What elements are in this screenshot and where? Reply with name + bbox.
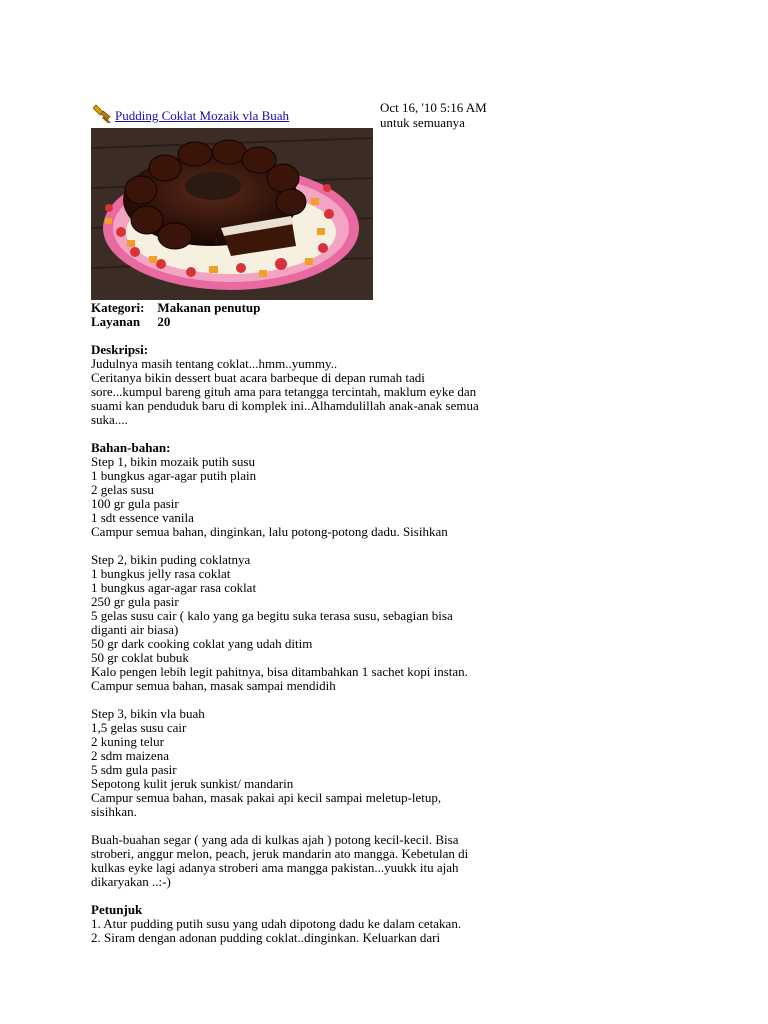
step1-line: 2 gelas susu (91, 482, 154, 497)
step2-line: 1 bungkus jelly rasa coklat (91, 566, 231, 581)
step3-line: 2 sdm maizena (91, 748, 169, 763)
step3-line: sisihkan. (91, 804, 137, 819)
step2-line: 5 gelas susu cair ( kalo yang ga begitu suka terasa susu, sebagian bisa (91, 608, 453, 623)
step2-line: Step 2, bikin puding coklatnya (91, 552, 251, 567)
petunjuk-section (91, 903, 551, 945)
layanan-value: 20 (157, 314, 171, 329)
deskripsi-line: suami kan penduduk baru di komplek ini..Alhamdulillah anak-anak semua (91, 398, 479, 413)
kategori-label: Kategori: (91, 300, 145, 315)
bahan-step1 (91, 441, 551, 539)
deskripsi-line: sore...kumpul bareng gituh ama para tetangga tercintah, maklum eyke dan (91, 384, 477, 399)
buah-line: kulkas eyke lagi adanya stroberi ama mangga pakistan...yuukk itu ajah (91, 860, 459, 875)
bahan-step3 (91, 707, 551, 819)
step3-line: 5 sdm gula pasir (91, 762, 177, 777)
brush-icon (91, 104, 113, 128)
deskripsi-section (91, 343, 551, 427)
petunjuk-heading: Petunjuk (91, 902, 143, 917)
buah-line: stroberi, anggur melon, peach, jeruk mandarin ato mangga. Kebetulan di (91, 846, 469, 861)
layanan-row (91, 315, 273, 329)
step2-line: 50 gr dark cooking coklat yang udah ditim (91, 636, 313, 651)
post-meta (380, 100, 487, 130)
step1-line: 1 bungkus agar-agar putih plain (91, 468, 257, 483)
buah-line: dikaryakan ..:-) (91, 874, 171, 889)
pudding-photo (91, 128, 373, 300)
petunjuk-line: 1. Atur pudding putih susu yang udah dipotong dadu ke dalam cetakan. (91, 916, 462, 931)
step2-line: diganti air biasa) (91, 622, 179, 637)
recipe-title-link[interactable]: Pudding Coklat Mozaik vla Buah (115, 108, 290, 123)
step3-line: Sepotong kulit jeruk sunkist/ mandarin (91, 776, 294, 791)
deskripsi-line: suka.... (91, 412, 128, 427)
step2-line: 250 gr gula pasir (91, 594, 179, 609)
step2-line: Kalo pengen lebih legit pahitnya, bisa ditambahkan 1 sachet kopi instan. (91, 664, 468, 679)
step3-line: Step 3, bikin vla buah (91, 706, 205, 721)
layanan-label: Layanan (91, 314, 141, 329)
step2-line: 1 bungkus agar-agar rasa coklat (91, 580, 257, 595)
buah-line: Buah-buahan segar ( yang ada di kulkas ajah ) potong kecil-kecil. Bisa (91, 832, 459, 847)
deskripsi-heading: Deskripsi: (91, 342, 149, 357)
bahan-buah (91, 833, 551, 889)
step3-line: 1,5 gelas susu cair (91, 720, 187, 735)
step1-line: 1 sdt essence vanila (91, 510, 194, 525)
kategori-row (91, 301, 273, 315)
petunjuk-line: 2. Siram dengan adonan pudding coklat..dinginkan. Keluarkan dari (91, 930, 441, 945)
deskripsi-line: Judulnya masih tentang coklat...hmm..yummy.. (91, 356, 338, 371)
step3-line: Campur semua bahan, masak pakai api kecil sampai meletup-letup, (91, 790, 442, 805)
step2-line: 50 gr coklat bubuk (91, 650, 189, 665)
recipe-body (91, 343, 551, 959)
post-date: Oct 16, '10 5:16 AM (380, 100, 487, 115)
step3-line: 2 kuning telur (91, 734, 164, 749)
kategori-value: Makanan penutup (157, 300, 261, 315)
step1-line: Step 1, bikin mozaik putih susu (91, 454, 255, 469)
deskripsi-line: Ceritanya bikin dessert buat acara barbeque di depan rumah tadi (91, 370, 425, 385)
recipe-info (91, 301, 273, 329)
step2-line: Campur semua bahan, masak sampai mendidih (91, 678, 336, 693)
step1-line: Campur semua bahan, dinginkan, lalu potong-potong dadu. Sisihkan (91, 524, 448, 539)
recipe-title-row (91, 104, 289, 128)
bahan-step2 (91, 553, 551, 693)
post-audience: untuk semuanya (380, 115, 465, 130)
bahan-heading: Bahan-bahan: (91, 440, 171, 455)
step1-line: 100 gr gula pasir (91, 496, 179, 511)
